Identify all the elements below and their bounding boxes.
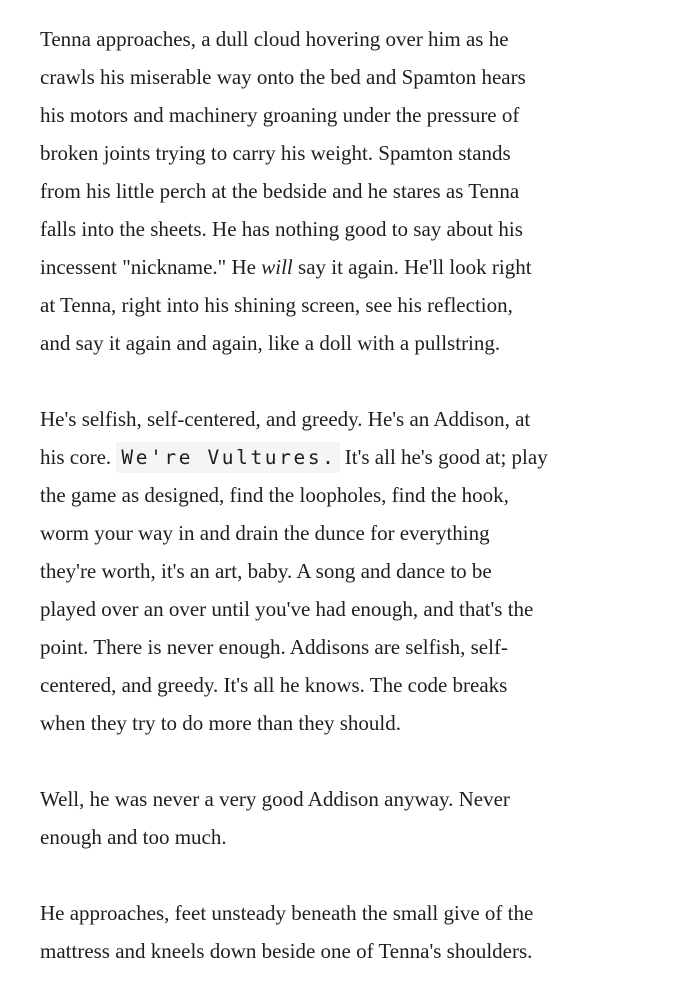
text-segment: and say it again and again, like a doll with a pullstring. (40, 331, 501, 355)
text-segment: when they try to do more than they should. (40, 711, 402, 735)
text-line (40, 932, 636, 970)
text-segment: incessent "nickname." He (40, 255, 262, 279)
text-segment: worm your way in and drain the dunce for everything (40, 521, 490, 545)
text-line (40, 590, 636, 628)
text-segment: He's selfish, self-centered, and greedy. He's an Addison, at (40, 407, 531, 431)
text-line (40, 818, 636, 856)
text-line (40, 438, 636, 476)
text-segment: crawls his miserable way onto the bed and Spamton hears (40, 65, 526, 89)
text-segment: at Tenna, right into his shining screen, see his reflection, (40, 293, 513, 317)
text-segment: centered, and greedy. It's all he knows. The code breaks (40, 673, 508, 697)
text-segment: played over an over until you've had enough, and that's the (40, 597, 534, 621)
text-segment: He approaches, feet unsteady beneath the small give of the (40, 901, 534, 925)
text-segment: his core. (40, 445, 117, 469)
inline-code-text: We're Vultures. (116, 442, 339, 473)
text-line (40, 96, 636, 134)
text-line (40, 514, 636, 552)
text-segment: broken joints trying to carry his weight. Spamton stands (40, 141, 511, 165)
text-line (40, 286, 636, 324)
text-line (40, 552, 636, 590)
paragraph (40, 400, 636, 742)
text-line (40, 20, 636, 58)
text-segment: say it again. He'll look right (292, 255, 532, 279)
text-line (40, 400, 636, 438)
text-segment: his motors and machinery groaning under the pressure of (40, 103, 520, 127)
text-segment: Tenna approaches, a dull cloud hovering over him as he (40, 27, 509, 51)
text-line (40, 324, 636, 362)
text-segment: the game as designed, find the loopholes, find the hook, (40, 483, 509, 507)
text-line (40, 134, 636, 172)
text-segment: point. There is never enough. Addisons are selfish, self- (40, 635, 508, 659)
text-line (40, 58, 636, 96)
paragraph (40, 894, 636, 970)
italic-emphasis-text: will (261, 255, 293, 279)
text-line (40, 666, 636, 704)
paragraph (40, 780, 636, 856)
text-line (40, 894, 636, 932)
text-segment: enough and too much. (40, 825, 227, 849)
story-text (40, 20, 636, 970)
text-line (40, 210, 636, 248)
text-line (40, 248, 636, 286)
text-line (40, 628, 636, 666)
text-segment: It's all he's good at; play (339, 445, 548, 469)
text-segment: Well, he was never a very good Addison anyway. Never (40, 787, 510, 811)
text-segment: from his little perch at the bedside and he stares as Tenna (40, 179, 520, 203)
paragraph (40, 20, 636, 362)
text-segment: they're worth, it's an art, baby. A song and dance to be (40, 559, 492, 583)
text-segment: falls into the sheets. He has nothing good to say about his (40, 217, 523, 241)
text-line (40, 476, 636, 514)
text-line (40, 780, 636, 818)
text-line (40, 172, 636, 210)
text-segment: mattress and kneels down beside one of Tenna's shoulders. (40, 939, 533, 963)
text-line (40, 704, 636, 742)
